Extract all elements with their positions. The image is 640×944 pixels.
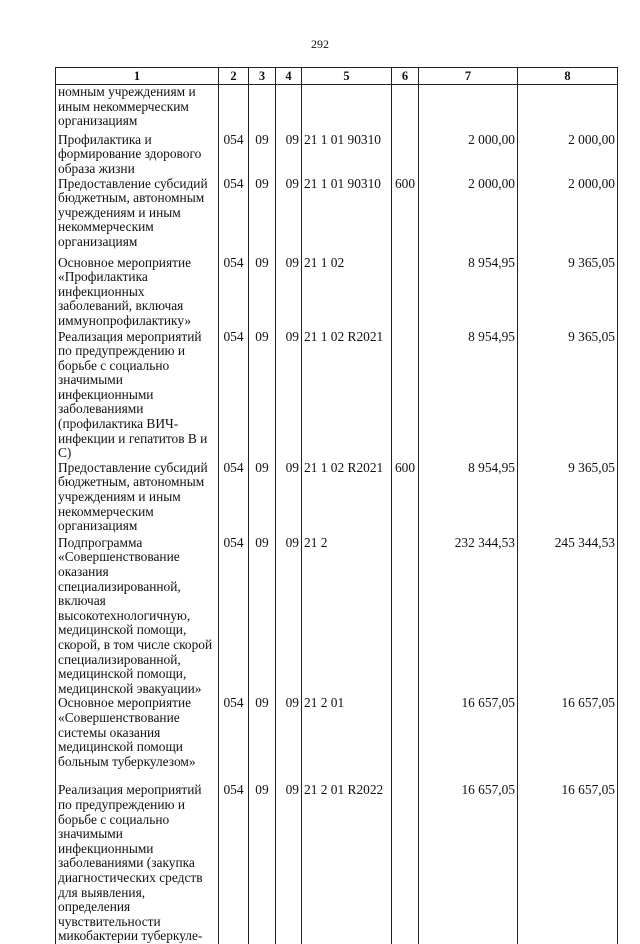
cell-amount-2: 16 657,05 [518, 783, 618, 944]
column-header: 3 [249, 68, 276, 85]
table-header-row [56, 68, 618, 85]
cell-subsection: 09 [276, 177, 302, 256]
row-name: Предоставление субсидий бюджетным, автономным учреждениям и иным некоммерческим организациям [56, 177, 219, 256]
cell-target-code: 21 1 02 R2021 [302, 461, 392, 536]
cell-expense-type [392, 783, 419, 944]
cell-amount-2: 16 657,05 [518, 696, 618, 783]
cell-section: 09 [249, 536, 276, 697]
cell-subsection: 09 [276, 536, 302, 697]
cell-target-code [302, 85, 392, 133]
table-row [56, 536, 618, 697]
cell-amount-2: 245 344,53 [518, 536, 618, 697]
cell-subsection: 09 [276, 696, 302, 783]
cell-subsection: 09 [276, 256, 302, 330]
row-name: Основное мероприятие «Совершенствование системы оказания медицинской помощи больным туберкулезом» [56, 696, 219, 783]
cell-amount-2: 9 365,05 [518, 330, 618, 461]
cell-amount-2: 2 000,00 [518, 133, 618, 177]
cell-ministry [219, 85, 249, 133]
cell-target-code: 21 2 01 [302, 696, 392, 783]
cell-section: 09 [249, 133, 276, 177]
cell-amount-1 [419, 85, 518, 133]
row-name: Предоставление субсидий бюджетным, автономным учреждениям и иным некоммерческим организациям [56, 461, 219, 536]
cell-section: 09 [249, 330, 276, 461]
cell-amount-1: 232 344,53 [419, 536, 518, 697]
cell-section: 09 [249, 696, 276, 783]
cell-expense-type [392, 330, 419, 461]
cell-amount-1: 2 000,00 [419, 133, 518, 177]
cell-amount-2 [518, 85, 618, 133]
cell-target-code: 21 2 01 R2022 [302, 783, 392, 944]
cell-ministry: 054 [219, 536, 249, 697]
cell-expense-type: 600 [392, 461, 419, 536]
cell-target-code: 21 1 01 90310 [302, 177, 392, 256]
column-header: 8 [518, 68, 618, 85]
cell-section: 09 [249, 461, 276, 536]
column-header: 2 [219, 68, 249, 85]
cell-amount-1: 16 657,05 [419, 783, 518, 944]
table-row [56, 330, 618, 461]
cell-amount-1: 2 000,00 [419, 177, 518, 256]
table-row [56, 783, 618, 944]
cell-section [249, 85, 276, 133]
row-name: Реализация мероприятий по предупреждению и борьбе с социально значимыми инфекционными заболеваниями (профилактика ВИЧ-инфекции и гепатитов В и С) [56, 330, 219, 461]
column-header: 1 [56, 68, 219, 85]
column-header: 5 [302, 68, 392, 85]
cell-target-code: 21 1 01 90310 [302, 133, 392, 177]
cell-ministry: 054 [219, 133, 249, 177]
cell-ministry: 054 [219, 256, 249, 330]
cell-amount-2: 2 000,00 [518, 177, 618, 256]
cell-target-code: 21 1 02 R2021 [302, 330, 392, 461]
cell-amount-2: 9 365,05 [518, 256, 618, 330]
cell-expense-type [392, 256, 419, 330]
column-header: 7 [419, 68, 518, 85]
table-row [56, 133, 618, 177]
cell-subsection [276, 85, 302, 133]
cell-subsection: 09 [276, 330, 302, 461]
table-row [56, 696, 618, 783]
cell-amount-1: 8 954,95 [419, 461, 518, 536]
cell-expense-type [392, 85, 419, 133]
cell-subsection: 09 [276, 461, 302, 536]
row-name: номным учреждениям и иным некоммерческим организациям [56, 85, 219, 133]
table-row [56, 256, 618, 330]
cell-amount-1: 16 657,05 [419, 696, 518, 783]
cell-section: 09 [249, 177, 276, 256]
row-name: Профилактика и формирование здорового образа жизни [56, 133, 219, 177]
cell-expense-type: 600 [392, 177, 419, 256]
cell-expense-type [392, 536, 419, 697]
row-name: Подпрограмма «Совершенствование оказания специализированной, включая высокотехнологичную, медицинской помощи, скорой, в том числе скорой специализированной, медицинской помощи, медицинской эвакуации» [56, 536, 219, 697]
cell-target-code: 21 1 02 [302, 256, 392, 330]
row-name: Реализация мероприятий по предупреждению и борьбе с социально значимыми инфекционными заболеваниями (закупка диагностических средств для выявления, определения чувствительности микобактерии туберкуле- [56, 783, 219, 944]
cell-expense-type [392, 696, 419, 783]
cell-subsection: 09 [276, 783, 302, 944]
cell-ministry: 054 [219, 330, 249, 461]
cell-amount-1: 8 954,95 [419, 330, 518, 461]
cell-section: 09 [249, 256, 276, 330]
table-row [56, 85, 618, 133]
page-number: 292 [311, 37, 329, 51]
table-row [56, 461, 618, 536]
cell-section: 09 [249, 783, 276, 944]
cell-expense-type [392, 133, 419, 177]
column-header: 4 [276, 68, 302, 85]
budget-table [55, 67, 618, 944]
table-row [56, 177, 618, 256]
cell-ministry: 054 [219, 696, 249, 783]
cell-subsection: 09 [276, 133, 302, 177]
cell-ministry: 054 [219, 783, 249, 944]
cell-ministry: 054 [219, 177, 249, 256]
cell-target-code: 21 2 [302, 536, 392, 697]
cell-amount-1: 8 954,95 [419, 256, 518, 330]
row-name: Основное мероприятие «Профилактика инфекционных заболеваний, включая иммунопрофилактику» [56, 256, 219, 330]
cell-amount-2: 9 365,05 [518, 461, 618, 536]
column-header: 6 [392, 68, 419, 85]
cell-ministry: 054 [219, 461, 249, 536]
